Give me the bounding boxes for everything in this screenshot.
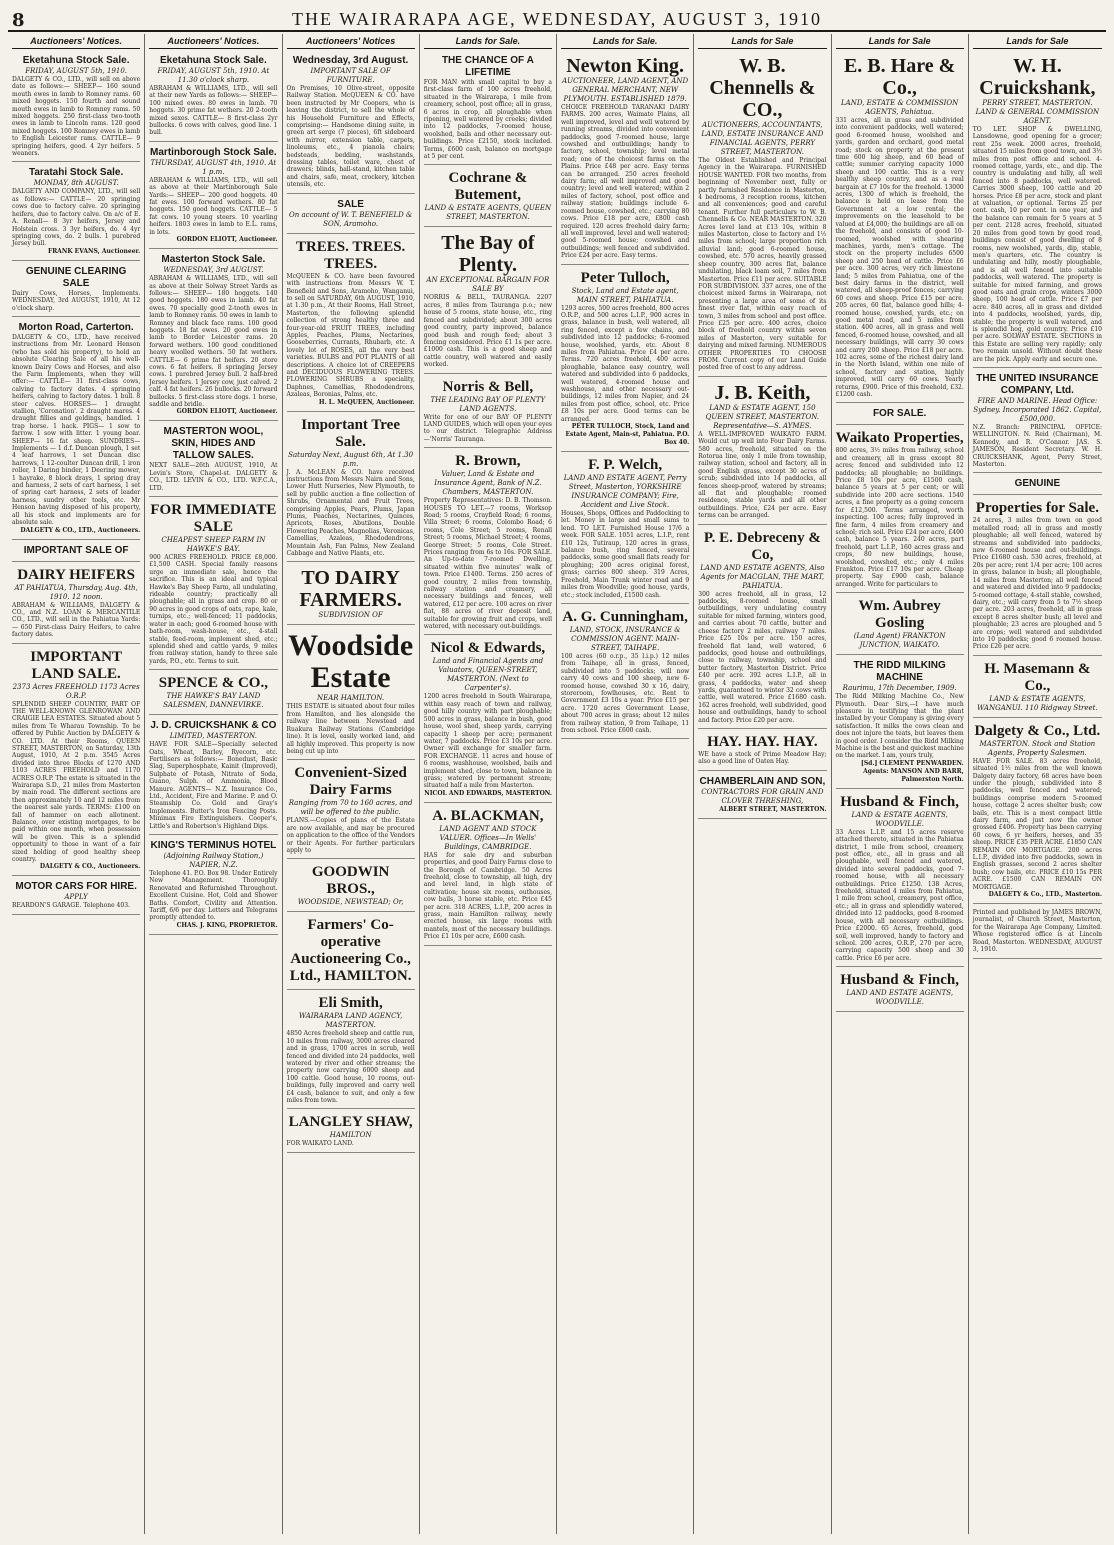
advertisement — [836, 595, 964, 655]
ad-subheading: (Adjoining Railway Station,) NAPIER, N.Z. — [163, 852, 264, 869]
ad-heading: THE UNITED INSURANCE COMPANY, Ltd. — [976, 373, 1099, 396]
ad-heading: THE CHANCE OF A LIFETIME — [441, 55, 534, 78]
column-1 — [8, 34, 145, 1534]
ad-subheading: FRIDAY, AUGUST 5th, 1910. — [25, 67, 128, 75]
ad-subheading: THE HAWKE'S BAY LAND SALESMEN, DANNEVIRKE. — [163, 692, 264, 710]
ad-signature: GORDON ELIOTT, Auctioneer. — [176, 408, 278, 416]
ad-subheading: 2373 Acres FREEHOLD 1173 Acres O.R.P. — [12, 682, 140, 700]
ad-heading: Morton Road, Carterton. — [18, 321, 134, 333]
ad-subheading: LAND AGENT AND STOCK VALUER. Offices—In Wells' Buildings, CAMBRIDGE. — [439, 824, 537, 851]
advertisement — [287, 196, 415, 234]
ad-signature: H. L. McQUEEN, Auctioneer. — [318, 398, 415, 406]
advertisement — [973, 475, 1102, 495]
ad-heading: Eli Smith, — [318, 995, 383, 1012]
ad-subheading: Ranging from 70 to 160 acres, and will be offered to the public. — [288, 799, 413, 817]
ad-body: Dairy Cows, Horses, Implements. WEDNESDAY, 3rd AUGUST, 1910, At 12 o'clock sharp. — [12, 289, 141, 312]
advertisement — [287, 992, 415, 1109]
ad-body: 4850 Acres freehold sheep and cattle run, 10 miles from railway, 3000 acres cleared and in grass, 1700 acres in scrub, well fenced and divided into 24 paddocks, well watered by river and other streams; the property now carrying 6000 sheep and 100 cattle. Good house, 10 rooms, out-buildings, fully improved and carry well £4 cash, balance to suit, and only a few miles from town. — [286, 1030, 415, 1104]
ad-subheading: (Land Agent) FRANKTON JUNCTION, WAIKATO. — [853, 632, 946, 650]
ad-body: NORRIS & BELL, TAURANGA. 2207 acres, 8 miles from Tauranga p.o.; new house of 5 rooms, state house, etc., ring fenced and subdivided; about 300 acres good country, party improved, balance good bush and rough feed; about 3 fencing considered. Price £1 1s per acre. £1000 cash. This is a good sheep and cattle country, well watered and easily worked. — [423, 294, 552, 369]
advertisement — [973, 370, 1102, 473]
advertisement — [12, 164, 140, 260]
column-5 — [557, 34, 694, 1534]
ad-heading: E. B. Hare & Co., — [843, 55, 956, 99]
ad-heading: DAIRY HEIFERS — [17, 566, 135, 583]
advertisement — [12, 52, 140, 162]
column-7 — [832, 34, 969, 1534]
advertisement — [698, 527, 826, 729]
ad-heading: A. BLACKMAN, — [432, 807, 544, 824]
advertisement — [12, 319, 140, 540]
advertisement — [836, 427, 964, 593]
ad-body: J. A. McLEAN & CO. have received instructions from Messrs Nairn and Sons, Lower Hutt Nurseries, New Plymouth, to sell by public auction a fine collection of Shrubs, Ornamental and Fruit Trees, comprising Apples, Pears, Plums, Japan Plums, Peaches, Nectarines, Quinces, Apricots, Roses, Abutilons, Double Flowering Peaches, Magnolias, Veronicas, Camellias, Azaleas, Rhododendrons, Mountain Ash, Fan Palms, New Zealand Cabbage and Native Plants, etc. — [286, 468, 415, 558]
ad-body: NEXT SALE—26th AUGUST, 1910, At Levin's Store, Chapel-st. DALGETY & CO., LTD. LEVIN & CO., LTD. W.F.C.A., LTD. — [149, 462, 278, 492]
ad-heading: Eketahuna Stock Sale. — [160, 55, 267, 66]
ad-heading: Dalgety & Co., Ltd. — [974, 722, 1101, 739]
ad-subheading: WAIRARAPA LAND AGENCY, MASTERTON. — [298, 1012, 403, 1030]
advertisement — [149, 251, 277, 421]
ad-heading: Husband & Finch, — [840, 972, 960, 989]
ad-body: Houses, Shops, Offices and Paddocking to let. Money in large and small sums to lend. TO LET. Furnished House 17/6 a week. FOR SALE. 1051 acres, L.I.P., rent £10 12s, Tutiraup, 120 acres in grass, balance bush, ring fenced, several paddocks, some good small flats ready for ploughing; 200 acres original forest, grass; carries 800 sheep. 319 Acres, Freehold, Main Trunk winter road and 9 miles from Woodville; good house, yards, etc.; stock included, £1500 cash. — [561, 510, 690, 599]
advertisement — [973, 720, 1102, 904]
ad-subheading: Stock, Land and Estate agent, MAIN STREET, PAHIATUA. — [571, 286, 679, 304]
ad-heading: The Bay of Plenty. — [441, 232, 535, 277]
ad-body: 100 acres (60 o.r.p., 35 l.i.p.) 12 miles from Taihape, all in grass, fenced, subdivided into 5 paddocks; will now carry 40 cows and 100 sheep, new 6-roomed house, cowshed 30 x 16, dairy, storeroom, fowlhouses, etc. Rent to Government £3 10s a year. Price £15 per acre. 1720 acres Government Lease, about 700 acres in grass; about 12 miles from railway station, 9 from Taihape, 11 from school. Price £600 cash. — [561, 652, 690, 734]
ad-subheading: THURSDAY, AUGUST 4th, 1910. At 1 p.m. — [150, 158, 277, 176]
newspaper-title: THE WAIRARAPA AGE, WEDNESDAY, AUGUST 3, 1910 — [292, 9, 822, 29]
ad-body: WE have a stock of Prime Meadow Hay; also a good line of Oaten Hay. — [698, 750, 827, 766]
ad-heading: FOR IMMEDIATE SALE — [150, 502, 277, 536]
ad-subheading: AUCTIONEER, LAND AGENT, AND GENERAL MERCHANT, NEW PLYMOUTH. ESTABLISHED 1879. — [562, 77, 689, 103]
advertisement — [12, 646, 140, 877]
ad-body: HAS for sale dry and suburban properties, and good Dairy Farms close to the Borough of Cambridge. 50 Acres freehold, close to township, all high, dry and level land, in high state of cultivation; house six rooms, outhouses, cow bails, 3 horse stable, etc. Price £45 per acre. 318 ACRES, L.I.P., 200 acres in grass, main Hamilton railway, newly erected house, six large rooms with mantels, most of the necessary buildings. Price £1 10s per acre, £600 cash. — [423, 851, 552, 941]
ad-subheading: LAND & ESTATE AGENT, 150 QUEEN STREET, MASTERTON. Representative—S. AYMES. — [705, 403, 820, 430]
ad-body: 24 acres, 3 miles from town on good metalled road; all in grass and mostly ploughable; all well fenced, watered by streams and subdivided into paddocks, new 6-roomed house and out-buildings. Price £1680 cash. 530 acres, freehold, at 20s per acre; rent 1/4 per acre; 100 acres in grass, balance in bush; all ploughable, 14 miles from Masterton; all well fenced and watered and divided into 9 paddocks; 5-roomed cottage, 4-stall stable, cowshed, dairy, etc.; will carry from 5 to 7½ sheep per acre. 203 acres, freehold, all in grass except 8 acres shelter bush; all level and ploughable; 23 acres are ploughed and 5 are crops; well watered and subdivided into 10 paddocks; good 6 roomed house. Price £26 per acre. — [972, 517, 1102, 651]
ad-body: FOR MAN with small capital to buy a first-class farm of 100 acres freehold, situated in the Wairarapa, 1 mile from creamery, school, post office; all in grass, 6 acres in crop, all ploughable when ripening, well watered by creeks; divided into 12 paddocks, 7-roomed house, woolshed, bails and other necessary out-buildings. Price £2150, stock included. Terms, £600 cash, balance on mortgage at 5 per cent. — [423, 79, 552, 161]
ad-subheading: LAND, ESTATE & COMMISSION AGENTS, Pahiatua. — [840, 99, 959, 116]
ad-body: HAVE FOR SALE. 83 acres freehold, situated 1½ miles from the well known Dalgety dairy factory, 68 acres have been under the plough, subdivided into 8 paddocks, well fenced and watered; buildings comprise modern 5-roomed house, cottage 2 acres shelter bush; cow bails, etc. This is a most compact little dairy farm, and just now the owner grossed £406. Property has been carrying 60 cows, 6 yr heifers, horses, and 35 sheep. PRICE £35 PER ACRE. £1850 CAN REMAIN ON MORTGAGE. 200 acres L.I.P., divided into five paddocks, sown in English grasses, second 2 acres shelter bush; cow bails, etc. PRICE £10 15s PER ACRE. £1500 CAN REMAIN ON MORTGAGE. — [972, 757, 1102, 891]
advertisement — [149, 499, 277, 670]
ad-heading: Cochrane & Butement, — [448, 170, 528, 204]
advertisement — [424, 376, 552, 449]
advertisement — [424, 167, 552, 227]
advertisement — [698, 379, 826, 525]
advertisement — [287, 52, 415, 194]
ad-body: 300 acres freehold, all in grass, 12 paddocks, 8-roomed house, small outbuildings, very undulating country suitable for mixed farming, winters good, and carries about 70 cattle, butter and cheese factory 2 miles, railway 7 miles. Price £25 10s per acre. 150 acres, freehold flat land, well watered, 6 paddocks, good house and outbuildings, close to railway, township, school and butter factory, Masterton District. Price £40 per acre. 392 acres L.I.P., all in grass, 4 paddocks, water and sheep yards, guaranteed to winter 32 cows with cattle, well watered. Price £1680 cash. 162 acres freehold, well subdivided, good house and outbuildings, handy to school and factory. Price £20 per acre. — [698, 590, 827, 724]
advertisement — [149, 672, 277, 715]
advertisement — [287, 627, 415, 760]
ad-subheading: LAND AND ESTATE AGENTS, Also Agents for MACGLAN, THE MART, PAHIATUA. — [700, 563, 825, 590]
ad-heading: F. P. Welch, — [588, 457, 663, 474]
advertisement — [424, 805, 552, 946]
ad-body: TO LET. SHOP & DWELLING, Lansdowne, good opening for a grocer; rent 25s week. 2000 acres, freehold, situated 15 miles from good town, and 3½ miles from post office and school. 4-roomed cottage, yards, etc., and dip. The country is undulating and hilly, all well fenced into 8 paddocks, well watered. Carries 3000 sheep, 100 cattle and 20 horses. Price £8 per acre, stock and plant at valuation, or optional. Terms 25 per cent. cash, 10 per cent. in one year, and the balance can remain for 5 years at 5 per cent. 2128 acres, freehold, situated 20 miles from good town by good road, buildings consist of good dwelling of 8 rooms, new woolshed, yards, dip, stable, men's quarters, etc. The country is undulating and hilly, mostly ploughable, and is all well fenced into suitable paddocks, well watered. The property is suitable for mixed farming, and grows good oats and grain crops, winters 3000 sheep, 100 head of cattle. Price £7 per acre. 840 acres, all in grass and divided into 4 paddocks, woolshed, yards, dip, stable; the property is well watered, and is splendid hog, gold country. Price £10 per acre. SOLWAY ESTATE. SECTIONS in this Estate are selling very rapidly; only two remain unsold. Without doubt these are the pick. Apply early and secure one. — [972, 126, 1102, 363]
ad-body: DALGETY & CO., LTD., will sell on above date as follows:— SHEEP— 160 sound mouth ewes in lamb to Romney rams. 60 mixed hoggets. 150 fourth and sound mouth ewes in lamb to Romney rams. 50 mixed hoggets. 250 first-class two-tooth ewes in lamb to Lincoln rams. 120 good mixed hoggets. 100 Romney ewes in lamb to English Leicester rams. CATTLE— 9 springing heifers, good. 4 2yr heifers. 5 weaners. — [12, 76, 141, 158]
ad-heading: FOR SALE. — [872, 408, 927, 420]
ad-body: ABRAHAM & WILLIAMS, LTD., will sell at their new Yards as follows:— SHEEP— 100 mixed ewes. 80 ewes in lamb. 70 hoggets. 30 prime fat wethers. 20 2-tooth mixed sexes. CATTLE— 8 first-class 2yr bullocks. 6 cows with calves, good line. 1 bull. — [149, 85, 278, 137]
ad-subheading: LAND & ESTATE AGENTS, WOODVILLE. — [851, 810, 948, 828]
ad-signature: DALGETY & Co., LTD., Masterton. — [988, 891, 1102, 899]
column-heading: Lands for Sale — [973, 36, 1102, 49]
ad-heading: HAY. HAY. HAY. — [707, 733, 818, 750]
advertisement — [149, 423, 277, 497]
ad-heading: LANGLEY SHAW, — [288, 1114, 413, 1131]
ad-heading: Farmers' Co-operative Auctioneering Co., Ltd., HAMILTON. — [289, 917, 412, 985]
ad-body: The Ridd Milking Machine Co., New Plymouth. Dear Sirs,—I have much pleasure in testifying that the plant installed by your Company is giving every satisfaction. It milks the cows clean and does not injure the teats, but leaves them in good order. I consider the Ridd Milking Machine is the best and quickest machine on the market. I am, yours truly, — [835, 693, 964, 760]
ad-body: Telephone 41. P.O. Box 98. Under Entirely New Management. Thoroughly Renovated and Refurnished Throughout. Excellent Cuisine. Hot, Cold and Shower Baths. Comfort, Civility and Attention. Tariff, 6/6 per day. Letters and Telegrams promptly attended to. — [149, 870, 278, 922]
ad-heading: SALE — [337, 198, 364, 210]
advertisement — [698, 731, 826, 771]
ad-subheading: PERRY STREET, MASTERTON. LAND & GENERAL COMMISSION AGENT. — [975, 99, 1100, 125]
ad-subheading: CONTRACTORS FOR GRAIN AND CLOVER THRESHING, — [701, 787, 824, 805]
ad-heading: Wm. Aubrey Gosling — [858, 598, 941, 632]
advertisement — [287, 861, 415, 912]
column-heading: Auctioneers' Notices. — [12, 36, 140, 49]
ad-heading: IMPORTANT LAND SALE. — [30, 648, 122, 682]
ad-heading: Important Tree Sale. — [301, 416, 400, 450]
ad-body: 1200 acres freehold in South Wairarapa, within easy reach of town and railway, good hilly country with part ploughable; 500 acres in grass, balance in bush, good house, wool shed, sheep yards, carrying capacity 1 sheep per acre; permanent water, 7 paddocks. Price £3 10s per acre. Owner will exchange for smaller farm. FOR EXCHANGE. 11 acres and house of 6 rooms, washhouse, woolshed, bails and implement shed, close to town, balance in grass; watered by permanent stream; situated half a mile from Masterton. — [423, 693, 552, 790]
advertisement — [424, 637, 552, 802]
advertisement — [561, 454, 689, 604]
ad-subheading: Saturday Next, August 6th, At 1.30 p.m. — [288, 450, 414, 468]
ad-heading: H. Masemann & Co., — [984, 660, 1091, 694]
ad-subheading: LAND & ESTATE AGENTS, QUEEN STREET, MASTERTON. — [424, 204, 552, 222]
ad-subheading: WEDNESDAY, 3rd AUGUST. — [163, 266, 264, 275]
advertisement — [561, 606, 689, 739]
ad-subheading: Raurimu, 17th December, 1909. — [842, 684, 957, 693]
ad-body: ABRAHAM & WILLIAMS, DALGETY & CO., and N.Z. LOAN & MERCANTILE CO., LTD., will sell in the Pahiatua Yards:— 650 First-class Dairy Heifers, to calve factory dates. — [12, 601, 141, 639]
advertisement — [836, 405, 964, 425]
column-heading: Lands for Sale. — [424, 36, 552, 49]
ad-signature: PETER TULLOCH, Stock, Land and Estate Agent, Main-st, Pahiatua. P.O. Box 40. — [565, 423, 690, 447]
advertisement — [698, 773, 826, 819]
ad-body: McQUEEN & CO. have been favoured with instructions from Messrs W. T. Benefield and Sons, Aramoho, Wanganui, to sell on SATURDAY, 6th AUGUST, 1910, at 1.30 p.m., At their Rooms, Hall Street, Masterton, the following splendid collection of strong healthy three and four-year-old FRUIT TREES, including Apples, Peaches, Plums, Nectarines, Gooseberries, Currants, Rhubarb, etc. A lovely lot of ROSES, all the very best varieties. BULBS and POT PLANTS of all descriptions. A choice lot of CREEPERS and DECIDUOUS FLOWERING TREES. FLOWERING SHRUBS a speciality, Daphnes, Camellias, Rhododendrons, Azaleas, Boronias, Palms, etc. — [286, 272, 415, 399]
ad-heading: Taratahi Stock Sale. — [28, 167, 124, 179]
ad-heading: TREES. TREES. TREES. — [295, 238, 406, 272]
advertisement — [424, 229, 552, 373]
ad-heading: W. H. Cruickshank, — [979, 55, 1096, 99]
ad-heading: W. B. Chennells & CO., — [709, 55, 816, 121]
ad-heading: SPENCE & CO., — [158, 675, 268, 692]
ad-subheading: LAND, STOCK, INSURANCE & COMMISSION AGENT. MAIN-STREET, TAIHAPE. — [569, 625, 681, 652]
advertisement — [698, 52, 826, 377]
ad-subheading: Valuer, Land & Estate and Insurance Agent, Bank of N.Z. Chambers, MASTERTON. — [434, 470, 542, 497]
ad-heading: J. D. CRUICKSHANK & CO — [150, 720, 277, 732]
advertisement — [973, 497, 1102, 655]
ad-body: ABRAHAM & WILLIAMS, LTD., will sell as above at their Solway Street Yards as follows:— SHEEP— 180 hoggets. 140 good hoggets. 180 ewes in lamb. 40 fat ewes. 70 specially good 2-tooth ewes in lamb to Romney rams. 50 ewes in lamb to Romney and black face rams. 100 good hoggets. 18 fat ewes. 20 good ewes in lamb to Border Leicester rams. 20 forward wethers. 100 good conditioned heavy woolled wethers. 50 fat wethers. CATTLE— 6 prime fat heifers. 20 store cows. 6 fat heifers. 8 springing Jersey cows. 1 purebred Jersey bull. 2 half-bred Jersey heifers. 1 Jersey cow, just calved. 2 calf. 4 fat heifers. 26 bullocks. 20 forward bullocks. 5 first-class store dogs. 1 horse, saddle and bridle. — [149, 275, 278, 408]
ad-heading: Husband & Finch, — [840, 793, 960, 810]
columns-container — [8, 34, 1106, 1534]
ad-subheading: AT PAHIATUA, Thursday, Aug. 4th, 1910. 12 noon. — [14, 583, 138, 601]
advertisement — [424, 52, 552, 165]
ad-subheading: LAND & ESTATE AGENTS, WANGANUI. 110 Ridgway Street. — [977, 694, 1098, 712]
ad-body: 1293 acres, 500 acres freehold, 800 acres O.R.P., and 500 acres L.I.P., 900 acres in grass, balance in bush, well watered, all ring fenced, except a few chains, and subdivided into 12 paddocks; 6-roomed house, woolshed, yards, etc. About 8 miles from Pahiatua. Price £4 per acre. Terms. 720 acres freehold, 400 acres ploughable, balance easy country, well watered and subdivided into 6 paddocks, well watered, 4-roomed house and washhouse, and other necessary out-buildings, 12 miles from Napier, and 24 miles from post office, school, etc. Price £8 10s per acre. Good terms can be arranged. — [561, 304, 690, 423]
ad-body: SPLENDID SHEEP COUNTRY, PART OF THE WELL-KNOWN GLENROWAN AND CRAIGIE LEA ESTATES. Situated about 5 miles from Te Wharau Township. To be offered by Public Auction by DALGETY & CO. LTD. At their Rooms, QUEEN STREET, MASTERTON, on Saturday, 13th August, 1910, At 2 p.m. 3545 Acres divided into three Blocks of 1270 AND 1103 ACRES FREEHOLD and 1170 ACRES O.R.P. The estate is situated in the Wairarapa S.D., 21 miles from Masterton by main road. The different sections are then approximately 10 and 12 miles from the nearest sale yards. TERMS: £100 on fall of hammer on each allotment. Balance, over existing mortgages, to be paid within one month, when possession will be given. This is a splendid opportunity to those in want of a fair sized holding of good healthy sheep country. — [12, 700, 141, 864]
ad-body: N.Z. Branch: PRINCIPAL OFFICE: WELLINGTON. N. Reid (Chairman), M. Kennedy, and R. O'Connor. JAS. S. JAMESON, Resident Secretary. W. H. CRUICKSHANK, Agent, Perry Street, Masterton. — [972, 424, 1102, 469]
ad-subheading: LAND AND ESTATE AGENTS, WOODVILLE. — [846, 989, 954, 1007]
column-2 — [145, 34, 282, 1534]
advertisement — [12, 564, 140, 644]
ad-signature: FRANK EVANS, Auctioneer. — [47, 247, 141, 255]
column-6 — [694, 34, 831, 1534]
advertisement — [973, 52, 1102, 368]
ad-heading: R. Brown, — [455, 453, 521, 470]
ad-heading: THE RIDD MILKING MACHINE — [853, 660, 946, 684]
ad-body: On Premises, 10 Olive-street, opposite Railway Station. McQUEEN & CO. have been instructed by Mr Coopers, who is leaving the district, to sell the whole of his Household Furniture and Effects, comprising:— Handsome dining suite, in green art serge (7 pieces), 6ft sideboard with mirror, extension table, carpets, linoleums, etc., 4 pianola chairs; bedsteads, bedding, washstands, dressing tables, toilet ware, chest of drawers; blinds, hall-stand, kitchen table and chairs, safe, meat, crockery, kitchen utensils, etc. — [286, 85, 415, 189]
ad-body: The Oldest Established and Principal Agency in the Wairarapa. FURNISHED HOUSE WANTED. FOR two months, from beginning of November next, fully or partly furnished Residence in Masterton, 4 bedrooms, 3 reception rooms, kitchen and all conveniences; good and careful tenant. Further full particulars to W. B. Chennells & Co. NEAR MASTERTON. 320 Acres level land at £13 10s, within 8 miles Masterton, close to factory and 1½ miles from school; large proportion rich alluvial land; good 6-roomed house, cowshed, etc. 570 acres, heavily grassed sheep country, 300 acres flat, balance undulating, black loam soil, 7 miles from Masterton. Price £11 per acre. SUITABLE FOR SUBDIVISION. 337 acres, one of the choicest mixed farms in Wairarapa, not presenting a large area of some of its finest river flat, within easy reach of town, 3 miles from school and post office. Price £25 per acre. 400 acres, choice block of freehold country within seven miles of Masterton, very suitable for dairying and mixed farming. NUMEROUS OTHER PROPERTIES TO CHOOSE FROM. Current copy of our Land Guide posted free of cost to any address. — [698, 157, 827, 372]
ad-subheading: NEAR HAMILTON. — [316, 694, 385, 703]
ad-signature: DALGETY & CO., LTD., Auctioneers. — [20, 526, 141, 534]
ad-heading: MOTOR CARS FOR HIRE. — [15, 881, 137, 893]
ad-subheading: FIRE AND MARINE. Head Office: Sydney. Incorporated 1862. Capital, £500,000. — [973, 397, 1102, 423]
ad-body: ABRAHAM & WILLIAMS, LTD., will sell as above at their Martinborough Sale Yards:— SHEEP— 200 good hoggets. 40 fat ewes. 100 forward wethers. 80 fat hoggets. 150 good hoggets. CATTLE— 5 fat cows. 10 young steers. 10 yearling heifers. 1803 ewes in lamb to E.L. rams, in lots. — [149, 176, 278, 236]
ad-subheading: MASTERTON. Stock and Station Agents, Property Salesmen. — [979, 739, 1096, 757]
ad-body: Write for one of our BAY OF PLENTY LAND GUIDES, which will open your eyes to our district. Telegraphic Address—'Norris' Tauranga. — [423, 413, 552, 443]
advertisement — [287, 564, 415, 625]
advertisement — [836, 969, 964, 1012]
ad-body: CHOICE FREEHOLD TARANAKI DAIRY FARMS. 200 acres, Waimate Plains, all well improved, level and well watered by running streams, divided into convenient paddocks, good 7-roomed house, large cowshed and outbuildings; handy to factory, school, township; level metal road; one of the choicest farms on the Plains. Price £48 per acre. Easy terms can be arranged. 250 acres freehold dairy farm; all well improved and good country; level and well watered; within 2 miles of factory, school, post office and railway station; buildings include 6-roomed house, cowshed, etc.; carrying 80 cows. Price £18 per acre, £800 cash required. 120 acres freehold dairy farm; all well improved, level and well watered; good 5-roomed house; cowshed and outbuildings; well fenced and subdivided. Price £24 per acre. Easy terms. — [561, 104, 690, 260]
ad-signature: CHAS. J. KING, PROPRIETOR. — [176, 921, 278, 929]
advertisement — [836, 52, 964, 403]
ad-heading: KING'S TERMINUS HOTEL — [150, 840, 277, 851]
column-3 — [283, 34, 420, 1534]
ad-heading: A. G. Cunningham, — [562, 608, 688, 625]
ad-body: 800 acres, 3½ miles from railway, school and creamery, all in grass except 80 acres; fenced and subdivided into 12 paddocks; all ploughable; no buildings. Price £8 10s per acre, £1500 cash, balance 5 years at 5 per cent; or will subdivide into 200 acre sections. 1540 acres, a fine property as a going concern for £12,500. Terms arranged, worth inspecting. 100 acres; fully improved in fine farm, 4 miles from creamery and school; rich soil. Price £24 per acre, £400 cash, balance 5 years. 240 acres, part freehold, part L.I.P., 160 acres grass and crops, 80 new buildings, house, woolshed, cowshed, etc.; only 4 miles Frankton. Price £17 10s per acre. Cheap property. Say £900 cash, balance arranged. Write for particulars to — [835, 447, 964, 588]
advertisement — [149, 144, 277, 249]
masthead — [8, 6, 1106, 32]
ad-heading: CHAMBERLAIN AND SON, — [699, 775, 826, 787]
ad-body: A WELL-IMPROVED WAIKATO FARM. Would cut up well into Four Dairy Farms. 580 acres, freehold, situated on the Rotorua line, only 1 mile from township, railway station, school and factory, all in good English grass, except 30 acres of scrub; subdivided into 14 paddocks, all fences sheep-proof, watered by streams; all flat and ploughable; roomed residence, stable yards and all other outbuildings. Price, £24 per acre. Easy terms can be arranged. — [698, 430, 827, 520]
ad-subheading: WOODSIDE, NEWSTEAD; Or, — [297, 898, 404, 907]
ad-heading: MASTERTON WOOL, SKIN, HIDES AND TALLOW SALES. — [163, 426, 264, 462]
ad-heading: GOODWIN BROS., — [311, 864, 390, 898]
advertisement — [287, 414, 415, 563]
page-number: 8 — [12, 10, 25, 31]
advertisement — [287, 236, 415, 412]
ad-subheading: AN EXCEPTIONAL BARGAIN FOR SALE BY — [426, 276, 550, 294]
advertisement — [836, 791, 964, 967]
ad-body: Property Representatives: D. B. Thomson. HOUSES TO LET.—7 rooms, Worksop Road; 5 rooms, Crayfield Road; 6 rooms, Villa Street; 6 rooms, Colombo Road; 6 rooms, Cole Street; 5 rooms, Renall Street; 5 rooms, Michael Street; 4 rooms, George Street; 5 rooms, Cole Street. Prices ranging from 6s to 16s. FOR SALE. An Up-to-date 7-roomed Dwelling, situated within five minutes' walk of town. Price £1400. Terms. 250 acres of good country, 2 miles from township, railway station and creamery, all necessary buildings and fences, well watered, £12 per acre. 100 acres on river flat, 88 acres of river deposit land, suitable for growing fruit and crops, well watered, with necessary out-buildings. — [423, 497, 552, 631]
ad-heading: Norris & Bell, — [442, 378, 534, 395]
advertisement — [424, 450, 552, 635]
advertisement — [287, 914, 415, 990]
ad-subheading: IMPORTANT SALE OF FURNITURE. — [310, 67, 391, 84]
ad-heading: TO DAIRY FARMERS. — [299, 567, 402, 612]
advertisement — [287, 762, 415, 859]
ad-subheading: FRIDAY, AUGUST 5th, 1910. At 11.30 o'clock sharp. — [157, 67, 270, 84]
ad-heading: GENUINE CLEARING SALE — [25, 265, 127, 289]
advertisement — [12, 878, 140, 914]
advertisement — [12, 263, 140, 317]
ad-body: DALGETY & CO., LTD., have received instructions from Mr. Leonard Henson (who has sold his property), to hold an absolute Clearing Sale of all his well-known Dairy Cows and Horses, and also the Farm Implements, when they will offer:— CATTLE— 31 first-class cows, calving to factory dates. 4 springing heifers, calving to factory dates. 1 bull. 8 steer calves. HORSES— 1 draught stallion, 'Coronation'. 2 draught mares. 4 draught fillies and geldings, handled. 1 trap horse. 1 hack. PIGS— 1 sow to farrow. 1 sow with litter. 1 young boar. SHEEP— 16 fat sheep. SUNDRIES— Implements — 1 d.f. Duncan plough, 1 set 4 leaf harrows, 1 set Duncan disc harrows, 1 12-coulter Duncan drill, 1 iron roller, 1 Daring binder, 1 Deering mower, 1 hayrake, 8 block drays, 1 spring dray and harness, 2 sets of cart harness, 1 set of spring cart harness, 2 sets of leader harness, sundry other tools, etc. Mr Henson having disposed of his property, all his stock and implements are for absolute sale. — [12, 333, 141, 527]
ad-heading: Eketahuna Stock Sale. — [22, 55, 130, 66]
ad-subheading: THE LEADING BAY OF PLENTY LAND AGENTS. — [430, 395, 546, 413]
ad-heading: Masterton Stock Sale. — [161, 254, 266, 266]
advertisement — [12, 542, 140, 562]
column-heading: Lands for Sale — [836, 36, 964, 49]
ad-body: HAVE FOR SALE—Specially selected Oats, Wheat, Barley, Ryecorn, etc. Fertilisers as follows:— Bonedust, Basic Slag, Superphosphate, Kainit (Improved), Sulphate of Potash, Nitrate of Soda, Guano, Sulph. of Ammonia, Blood Manure. AGENTS— N.Z. Insurance Co., Ltd., Accident, Fire and Marine. P. and O. Steamship Co. Gold and Gray's Implements. Butter's Iron Fencing Posts. Minimax Fire Extinguishers. Cooper's, Little's and Robertson's Highland Dips. — [149, 741, 278, 830]
ad-heading: Nicol & Edwards, — [430, 640, 546, 657]
ad-body: THIS ESTATE is situated about four miles from Hamilton, and lies alongside the railway line between Newstead and Ruakura Railway Stations (Cambridge line). It is level, easily worked land, and all highly improved. This property is now being cut up into — [286, 703, 415, 755]
ad-heading: Woodside Estate — [288, 629, 414, 695]
advertisement — [973, 658, 1102, 718]
advertisement — [836, 657, 964, 789]
ad-signature: ALBERT STREET, MASTERTON. — [719, 805, 827, 813]
advertisement — [149, 717, 277, 835]
column-8 — [969, 34, 1106, 1534]
ad-body: DALGETY AND COMPANY, LTD., will sell as follows:— CATTLE— 20 springing cows due to factory calve. 20 springing heifers, due to factory calve. On a/c of E. A. Renall— 8 3yr heifers, Jersey and Holstein cross. 3 3yr heifers, do. 4 4yr springing cows, do. 2 bulls. 1 purebred Jersey bull. — [12, 188, 141, 248]
ad-heading: Properties for Sale. — [975, 500, 1099, 517]
ad-heading: Waikato Properties, — [835, 430, 964, 447]
advertisement — [149, 837, 277, 935]
advertisement — [561, 52, 689, 265]
ad-signature: NICOL AND EDWARDS, MASTERTON. — [424, 789, 552, 797]
advertisement — [149, 52, 277, 142]
ad-signature: [Sd.] CLEMENT PENWARDEN. Agents: MANSON AND BARR, Palmerston North. — [861, 759, 964, 783]
column-heading: Auctioneers' Notices. — [149, 36, 277, 49]
ad-subheading: LAND AND ESTATE AGENT, Perry Street, Masterton, YORKSHIRE INSURANCE COMPANY; Fire, Accident and Live Stock. — [563, 474, 687, 510]
ad-body: 331 acres, all in grass and subdivided into convenient paddocks, well watered; good 6-roomed house, woolshed and yards, garden and orchard, good metal road; stock on property at the present time 600 hig sheep, and 60 head of cattle; summer carrying capacity 1000 sheep and 100 cattle. This is a very healthy sheep country, and as a real bargain at £7 10s for the freehold. 13000 acres, 1300 of which is freehold, the balance is held on lease from the Government at a low rental; the improvements on the leasehold to be valued at £4,000; the buildings are all on the freehold, and consists of good 10-roomed, woolshed with shearing machines, yards, men's cottage. The stock on the property includes 6500 sheep and 250 head of cattle. Price £6 per acre. 300 acres, very rich limestone land; 5 miles from Pahiatua, one of the best dairy farms in the district, well watered, all sheep-proof fences; carrying 60 cows and sheep. Price £15 per acre. 205 acres, 60 flat, balance good hills; 4-roomed house, cowshed, yards, etc.; on good metal road, and 5 miles from station. 400 acres, all in grass and well fenced, 6-roomed house, cowshed, and all necessary buildings, will carry 30 cows and carry 200 sheep. Price £18 per acre. 102 acres, some of the richest dairy land in the North Island, within one mile of school, factory and station, highly improved, will carry 60 cows. Yearly returns, £900. Price of this freehold, £32. £1200 cash. — [835, 117, 964, 399]
ad-subheading: LIMITED, MASTERTON. — [169, 732, 257, 741]
ad-subheading: AUCTIONEERS, ACCOUNTANTS, LAND, ESTATE INSURANCE AND FINANCIAL AGENTS, PERRY STREET, MASTERTON. — [701, 121, 824, 156]
ad-signature: DALGETY & CO., Auctioneers. — [39, 863, 141, 871]
ad-heading: Newton King. — [566, 55, 685, 77]
ad-subheading: CHEAPEST SHEEP FARM IN HAWKE'S BAY. — [161, 536, 266, 554]
ad-body: 33 Acres L.I.P. and 15 acres reserve attached thereto, situated in the Pahiatua district, 1 mile from school, creamery, post office, etc., all in grass and all ploughable, well fenced and watered, divided into several paddocks, good 7-roomed house, with all necessary outbuildings. Price £1250. 138 Acres, freehold, situated 4 miles from Pahiatua, 1 mile from school, creamery, post office, etc.; all in grass and splendidly watered, divided into 12 paddocks, good 8-roomed house, with all necessary outbuildings. Price £2000. 65 Acres, freehold, good soil, well improved, handy to factory and school. 200 acres, O.R.P., 270 per acre, carrying capacity 500 sheep and 30 cattle. Price £6 per acre. — [835, 828, 964, 962]
ad-body: 900 ACRES FREEHOLD. PRICE £8,000. £1,500 CASH. Special family reasons urge an immediate sale, hence the sacrifice. This is an ideal and typical Hawke's Bay Sheep Farm, all undulating, rideable country; practically all ploughable; all in grass and crop. 80 or 90 acres in good crops of oats, rape, kale, turnips, etc.; well-fenced; 11 paddocks, water in each; good 6-roomed house with bath-room, wash-house, etc., 4-stall stable, feed-room, implement shed, etc.; splendid shed and cattle yards, 9 miles from railway station, handy to three sale yards, P.O., etc. Terms to suit. — [149, 554, 278, 665]
ad-body: FOR WAIKATO LAND. — [286, 1140, 354, 1148]
column-heading: Auctioneers' Notices — [287, 36, 415, 49]
column-4 — [420, 34, 557, 1534]
ad-subheading: SUBDIVISION OF — [318, 611, 383, 620]
ad-body: REARDON'S GARAGE. Telephone 403. — [12, 902, 130, 910]
ad-subheading: Land and Financial Agents and Valuators, QUEEN-STREET, MASTERTON. (Next to Carpenter's). — [432, 657, 544, 693]
advertisement — [973, 906, 1102, 958]
advertisement — [561, 267, 689, 453]
ad-heading: P. E. Debreceny & Co, — [703, 529, 821, 563]
column-heading: Lands for Sale — [698, 36, 826, 49]
ad-subheading: On account of W. T. BENEFIELD & SON, Aramoho. — [289, 210, 413, 228]
ad-heading: GENUINE — [1014, 478, 1061, 490]
advertisement — [287, 1111, 415, 1152]
ad-heading: Martinborough Stock Sale. — [150, 146, 277, 158]
ad-subheading: APPLY — [64, 893, 88, 902]
ad-signature: GORDON ELIOTT, Auctioneer. — [176, 236, 278, 244]
ad-heading: Convenient-Sized Dairy Farms — [294, 765, 407, 799]
ad-subheading: HAMILTON — [329, 1131, 372, 1140]
ad-body: Printed and published by JAMES BROWN, journalist, of Church Street, Masterton, for the Wairarapa Age Company, Limited. Whose registered office is at Lincoln Road, Masterton. WEDNESDAY, AUGUST 3, 1910. — [972, 909, 1102, 954]
ad-heading: J. B. Keith, — [714, 381, 811, 404]
ad-heading: Peter Tulloch, — [580, 269, 670, 286]
ad-body: PLANS.—Copies of plans of the Estate are now available, and may be procured on application to the office of the Vendors or their Agents. For further particulars apply to — [286, 817, 415, 854]
ad-heading: IMPORTANT SALE OF — [23, 544, 129, 556]
column-heading: Lands for Sale. — [561, 36, 689, 49]
ad-heading: Wednesday, 3rd August. — [292, 55, 409, 66]
ad-subheading: MONDAY, 8th AUGUST. — [33, 179, 119, 188]
